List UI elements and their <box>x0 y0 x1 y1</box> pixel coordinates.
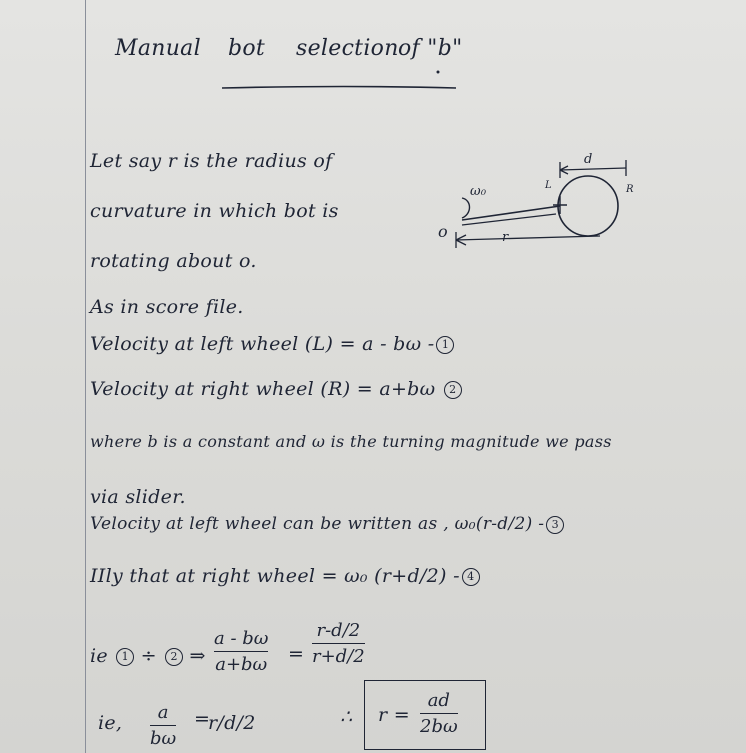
eq2-lhs-numerator: a <box>157 702 169 723</box>
diagram-label-L: L <box>545 180 552 191</box>
line-8: via slider. <box>90 486 186 508</box>
result-lhs: r = <box>378 704 410 726</box>
eq1-rhs-denominator: r+d/2 <box>312 646 365 667</box>
eq1-ref-1: 1 <box>116 648 134 666</box>
line-1: Let say r is the radius of <box>90 150 333 172</box>
eq-number-1: 1 <box>436 336 454 354</box>
right-wheel-circle <box>558 176 618 236</box>
diagram-label-o: o <box>438 222 448 241</box>
eq1-lhs-denominator: a+bω <box>215 654 268 675</box>
therefore-symbol: ∴ <box>340 706 353 728</box>
eq-number-4: 4 <box>462 568 480 586</box>
eq-number-2: 2 <box>444 381 462 399</box>
title-of-b: of "b" <box>398 36 463 61</box>
line-6-text: Velocity at right wheel (R) = a+bω <box>90 378 436 400</box>
diagram-label-omega: ω₀ <box>470 184 487 199</box>
result-denominator: 2bω <box>420 716 458 737</box>
line-10-text: IIly that at right wheel = ω₀ (r+d/2) - <box>90 565 460 587</box>
eq1-rhs-numerator: r-d/2 <box>316 620 361 641</box>
eq1-divide: ÷ <box>140 645 157 667</box>
eq2-lhs-denominator: bω <box>150 728 177 749</box>
eq-number-3: 3 <box>546 516 564 534</box>
diagram-label-R: R <box>626 184 634 195</box>
eq2-prefix: ie, <box>98 712 123 734</box>
result-numerator: ad <box>427 690 450 711</box>
eq2-equals: = <box>194 708 211 730</box>
title-bot: bot <box>228 36 266 61</box>
line-5-text: Velocity at left wheel (L) = a - bω - <box>90 333 435 355</box>
axle-line <box>462 206 560 220</box>
omega-arc <box>462 198 470 218</box>
line-9-text: Velocity at left wheel can be written as , ω₀(r-d/2) - <box>90 514 545 534</box>
d-dimension-line <box>560 168 626 170</box>
eq1-ref-2: 2 <box>165 648 183 666</box>
line-7: where b is a constant and ω is the turning magnitude we pass <box>90 432 612 451</box>
r-dimension-line <box>456 236 600 240</box>
eq1-arrow: ⇒ <box>189 645 206 667</box>
eq2-rhs: r/d/2 <box>208 712 256 734</box>
diagram-label-d: d <box>584 152 593 167</box>
eq1-equals: = <box>288 643 305 665</box>
line-4: As in score file. <box>90 296 244 318</box>
diagram-label-r: r <box>502 230 509 245</box>
line-2: curvature in which bot is <box>90 200 339 222</box>
line-3: rotating about o. <box>90 250 257 272</box>
title-selection: selection <box>296 36 399 61</box>
eq1-prefix: ie <box>90 645 108 667</box>
title-manual: Manual <box>115 36 201 61</box>
eq1-lhs-numerator: a - bω <box>214 628 269 649</box>
